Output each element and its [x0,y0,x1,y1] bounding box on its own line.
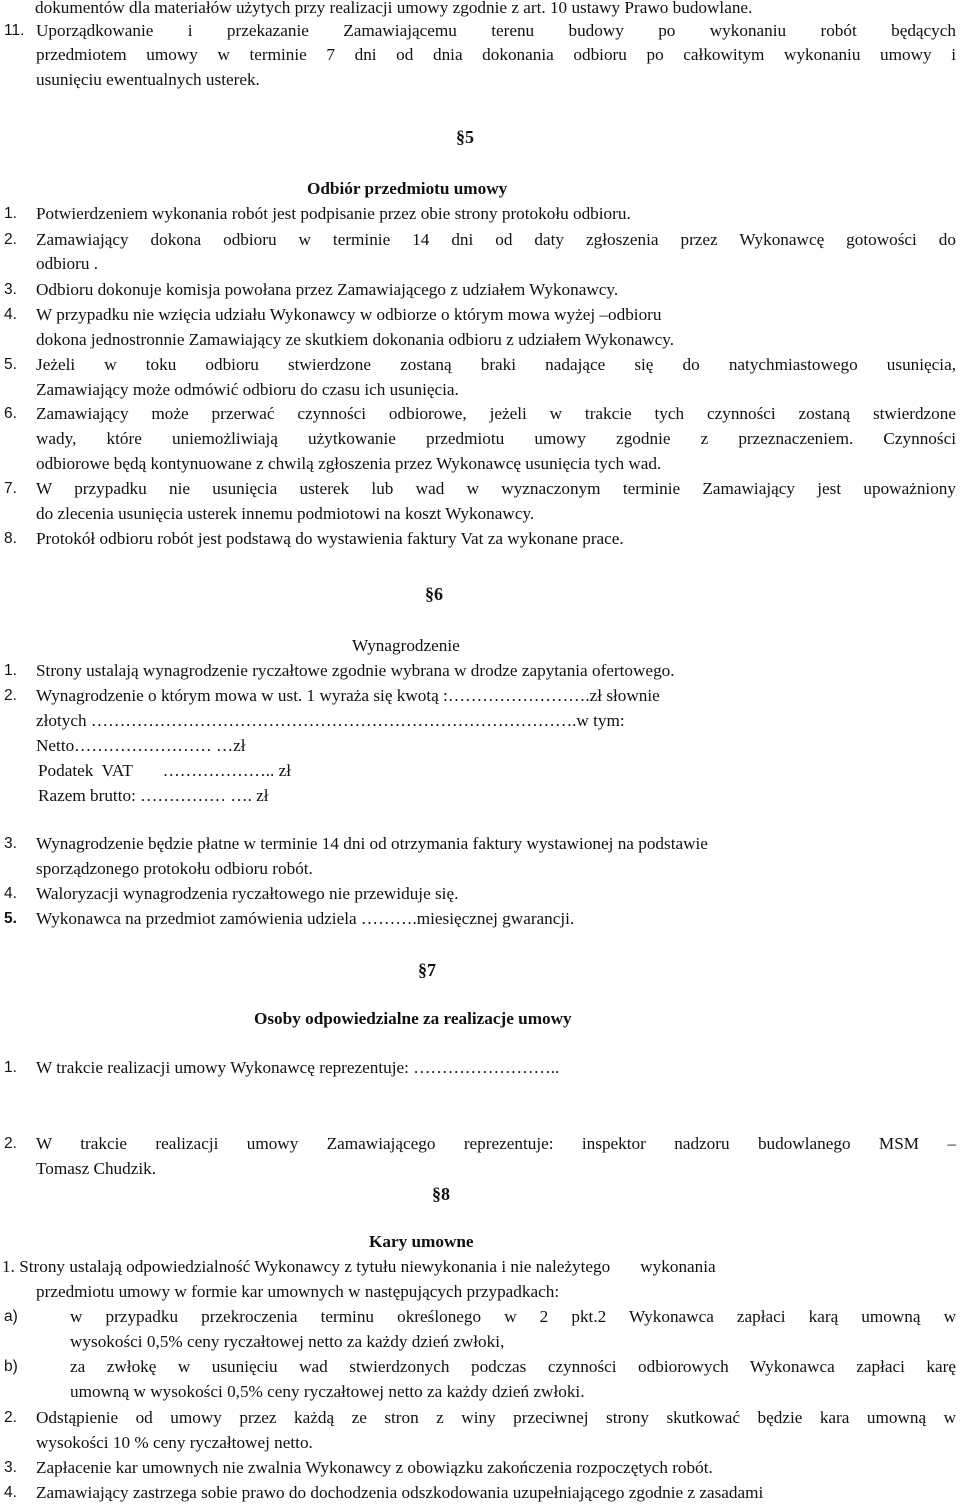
text-line: Jeżeli w toku odbioru stwierdzone zostaną braki nadające się do natychmiastowego usunięcia, [36,355,956,374]
item-number: 5. [4,356,17,373]
text-line: Protokół odbioru robót jest podstawą do wystawienia faktury Vat za wykonane prace. [36,529,624,548]
text-line: Strony ustalają wynagrodzenie ryczałtowe zgodnie wybrana w drodze zapytania ofertowego. [36,661,675,680]
item-number: 11. [4,22,25,39]
text-line: wysokości 0,5% ceny ryczałtowej netto za każdy dzień zwłoki, [70,1332,505,1351]
item-number: 3. [4,281,17,298]
item-number: 2. [4,687,17,704]
text-line: Zapłacenie kar umownych nie zwalnia Wykonawcy z obowiązku zakończenia rozpoczętych robót. [36,1458,713,1477]
item-number: 2. [4,1409,17,1426]
text-line: sporządzonego protokołu odbioru robót. [36,859,313,878]
text-line: Zamawiający dokona odbioru w terminie 14 dni od daty zgłoszenia przez Wykonawcę gotowości do [36,230,956,249]
text-line: Waloryzacji wynagrodzenia ryczałtowego nie przewiduje się. [36,884,459,903]
section-title: Kary umowne [369,1232,474,1251]
text-line: 1. Strony ustalają odpowiedzialność Wykonawcy z tytułu niewykonania i nie należytego wykonania [2,1257,716,1276]
text-line: Zamawiający może odmówić odbioru do czasu ich usunięcia. [36,380,459,399]
text-line: Razem brutto: …………… …. zł [38,786,269,805]
text-line: Zamawiający może przerwać czynności odbiorowe, jeżeli w trakcie tych czynności zostaną stwierdzone [36,404,956,423]
text-line: W trakcie realizacji umowy Zamawiającego reprezentuje: inspektor nadzoru budowlanego MSM – [36,1134,956,1153]
section-number: §8 [432,1184,450,1204]
text-line: Potwierdzeniem wykonania robót jest podpisanie przez obie strony protokołu odbioru. [36,204,631,223]
text-line: W przypadku nie wzięcia udziału Wykonawcy w odbiorze o którym mowa wyżej –odbioru [36,305,662,324]
item-number: 5. [4,910,17,927]
text-line: Tomasz Chudzik. [36,1159,157,1178]
section-title: Osoby odpowiedzialne za realizacje umowy [254,1009,572,1028]
text-line: wady, które uniemożliwiają użytkowanie przedmiotu umowy zgodnie z przeznaczeniem. Czynności [36,429,956,448]
text-line: Odstąpienie od umowy przez każdą ze stron z winy przeciwnej strony skutkować będzie kara umowną w [36,1408,956,1427]
item-number: 4. [4,1484,17,1501]
section-number: §7 [418,960,436,980]
text-line: Uporządkowanie i przekazanie Zamawiającemu terenu budowy po wykonaniu robót będących [36,21,956,40]
item-number: 3. [4,1459,17,1476]
text-line: złotych ………………………………………………………………………….w tym: [36,711,625,730]
text-line: przedmiotem umowy w terminie 7 dni od dnia dokonania odbioru po całkowitym wykonaniu umowy i [36,45,956,64]
item-number: 4. [4,885,17,902]
item-letter: b) [4,1358,18,1375]
item-number: 4. [4,306,17,323]
text-line: do zlecenia usunięcia usterek innemu podmiotowi na koszt Wykonawcy. [36,504,535,523]
text-line: wysokości 10 % ceny ryczałtowej netto. [36,1433,313,1452]
text-line: Netto…………………… …zł [36,736,246,755]
text-line: Zamawiający zastrzega sobie prawo do dochodzenia odszkodowania uzupełniającego zgodnie z zasadami [36,1483,764,1502]
text-line: umowną w wysokości 0,5% ceny ryczałtowej netto za każdy dzień zwłoki. [70,1382,585,1401]
item-letter: a) [4,1308,18,1325]
section-number: §5 [456,127,474,147]
text-line: Podatek VAT ……………….. zł [38,761,292,780]
item-number: 1. [4,205,17,222]
text-line: Wynagrodzenie o którym mowa w ust. 1 wyraża się kwotą :…………………….zł słownie [36,686,660,705]
section-title: Wynagrodzenie [352,636,460,655]
text-line: za zwłokę w usunięciu wad stwierdzonych podczas czynności odbiorowych Wykonawca zapłaci karę [70,1357,956,1376]
text-line: dokumentów dla materiałów użytych przy realizacji umowy zgodnie z art. 10 ustawy Prawo budowlane. [35,0,753,17]
text-line: odbioru . [36,254,99,273]
item-number: 1. [4,662,17,679]
text-line: dokona jednostronnie Zamawiający ze skutkiem dokonania odbioru z udziałem Wykonawcy. [36,330,675,349]
item-number: 2. [4,1135,17,1152]
text-line: przedmiotu umowy w formie kar umownych w następujących przypadkach: [36,1282,560,1301]
item-number: 7. [4,480,17,497]
item-number: 3. [4,835,17,852]
text-line: W trakcie realizacji umowy Wykonawcę reprezentuje: …………………….. [36,1058,560,1077]
text-line: Odbioru dokonuje komisja powołana przez Zamawiającego z udziałem Wykonawcy. [36,280,619,299]
item-number: 1. [4,1059,17,1076]
text-line: w przypadku przekroczenia terminu określonego w 2 pkt.2 Wykonawca zapłaci karą umowną w [70,1307,956,1326]
section-number: §6 [425,584,443,604]
text-line: Wykonawca na przedmiot zamówienia udziela ……….miesięcznej gwarancji. [36,909,575,928]
item-number: 2. [4,231,17,248]
item-number: 6. [4,405,17,422]
text-line: odbiorowe będą kontynuowane z chwilą zgłoszenia przez Wykonawcę usunięcia tych wad. [36,454,662,473]
text-line: usunięciu ewentualnych usterek. [36,70,260,89]
item-number: 8. [4,530,17,547]
section-title: Odbiór przedmiotu umowy [307,179,508,198]
text-line: W przypadku nie usunięcia usterek lub wad w wyznaczonym terminie Zamawiający jest upoważniony [36,479,956,498]
text-line: Wynagrodzenie będzie płatne w terminie 14 dni od otrzymania faktury wystawionej na podstawie [36,834,708,853]
